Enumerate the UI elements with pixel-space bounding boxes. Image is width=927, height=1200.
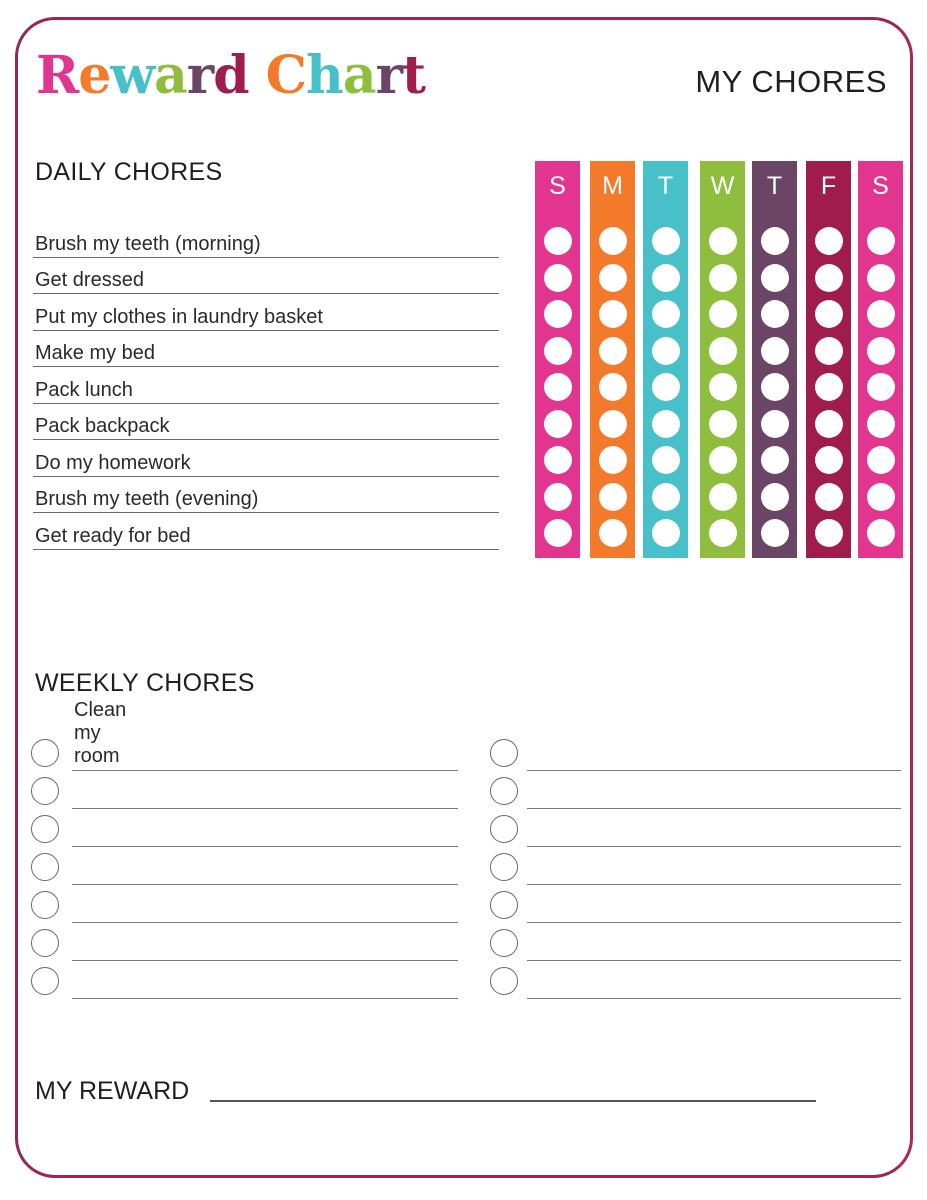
- daily-chore-label: Pack lunch: [35, 378, 133, 401]
- weekly-chore-checkbox[interactable]: [31, 967, 59, 995]
- weekly-chore-field-line[interactable]: [72, 960, 458, 962]
- weekly-chore-field-line[interactable]: [527, 846, 901, 848]
- daily-chores-list: [33, 221, 499, 550]
- daily-chore-label: Do my homework: [35, 451, 191, 474]
- weekly-chore-checkbox[interactable]: [490, 777, 518, 805]
- weekly-chore-field-line[interactable]: [72, 846, 458, 848]
- chore-checkbox-dot[interactable]: [815, 519, 843, 547]
- title-letter: C: [265, 45, 307, 106]
- day-column: [858, 161, 903, 558]
- chore-checkbox-dot[interactable]: [652, 446, 680, 474]
- weekly-chore-checkbox[interactable]: [490, 967, 518, 995]
- my-reward-field[interactable]: [210, 1100, 816, 1102]
- chore-checkbox-dot[interactable]: [544, 446, 572, 474]
- weekly-chores-heading: WEEKLY CHORES: [35, 669, 255, 697]
- chore-checkbox-dot[interactable]: [867, 483, 895, 511]
- weekly-chore-checkbox[interactable]: [490, 929, 518, 957]
- chore-checkbox-dot[interactable]: [709, 446, 737, 474]
- chore-checkbox-dot[interactable]: [709, 264, 737, 292]
- chore-checkbox-dot[interactable]: [815, 410, 843, 438]
- chore-checkbox-dot[interactable]: [544, 373, 572, 401]
- chore-checkbox-dot[interactable]: [867, 227, 895, 255]
- page-subtitle: MY CHORES: [695, 64, 887, 99]
- day-letter: S: [549, 172, 566, 200]
- title-letter: a: [342, 45, 376, 106]
- chore-checkbox-dot[interactable]: [815, 373, 843, 401]
- title-letter: t: [401, 45, 425, 106]
- chore-checkbox-dot[interactable]: [652, 373, 680, 401]
- chore-checkbox-dot[interactable]: [544, 519, 572, 547]
- day-letter: W: [710, 172, 735, 200]
- weekly-chore-checkbox[interactable]: [490, 891, 518, 919]
- daily-chore-row: [33, 404, 499, 441]
- chore-checkbox-dot[interactable]: [761, 410, 789, 438]
- chore-checkbox-dot[interactable]: [761, 300, 789, 328]
- daily-chore-row: [33, 221, 499, 258]
- daily-chores-heading: DAILY CHORES: [35, 158, 223, 186]
- weekly-chore-checkbox[interactable]: [31, 739, 59, 767]
- daily-chore-label: Brush my teeth (evening): [35, 488, 259, 510]
- day-column: [535, 161, 580, 558]
- chore-checkbox-dot[interactable]: [867, 519, 895, 547]
- chore-checkbox-dot[interactable]: [815, 483, 843, 511]
- chore-checkbox-dot[interactable]: [815, 264, 843, 292]
- chore-checkbox-dot[interactable]: [867, 373, 895, 401]
- weekly-chore-field-line[interactable]: [72, 998, 458, 1000]
- weekly-chore-checkbox[interactable]: [31, 777, 59, 805]
- chore-checkbox-dot[interactable]: [544, 227, 572, 255]
- title-letter: r: [186, 45, 214, 106]
- chore-checkbox-dot[interactable]: [761, 446, 789, 474]
- weekly-chore-field-line[interactable]: [527, 808, 901, 810]
- weekly-chore-field-line[interactable]: [527, 770, 901, 772]
- chore-checkbox-dot[interactable]: [867, 264, 895, 292]
- title-letter: [249, 46, 266, 106]
- daily-chore-label: Make my bed: [35, 342, 156, 364]
- title-letter: r: [375, 45, 402, 106]
- chore-checkbox-dot[interactable]: [652, 300, 680, 328]
- daily-chore-row: [33, 331, 499, 368]
- daily-chore-label: Put my clothes in laundry basket: [35, 305, 323, 328]
- weekly-chore-checkbox[interactable]: [31, 853, 59, 881]
- chore-checkbox-dot[interactable]: [709, 300, 737, 328]
- chore-checkbox-dot[interactable]: [544, 483, 572, 511]
- chore-checkbox-dot[interactable]: [599, 519, 627, 547]
- day-letter: F: [820, 172, 837, 200]
- weekly-chore-checkbox[interactable]: [31, 891, 59, 919]
- day-column: [752, 161, 797, 558]
- weekly-chore-field-line[interactable]: [72, 808, 458, 810]
- daily-chore-row: [33, 294, 499, 331]
- page-title: [36, 46, 425, 106]
- weekly-chore-checkbox[interactable]: [490, 815, 518, 843]
- day-letter: T: [657, 172, 674, 200]
- weekly-chore-field-line[interactable]: [527, 960, 901, 962]
- weekly-chore-checkbox[interactable]: [490, 853, 518, 881]
- chore-checkbox-dot[interactable]: [709, 483, 737, 511]
- weekly-chore-field-line[interactable]: [527, 922, 901, 924]
- title-letter: R: [36, 45, 79, 106]
- chore-checkbox-dot[interactable]: [599, 300, 627, 328]
- chore-checkbox-dot[interactable]: [544, 410, 572, 438]
- weekly-chore-field-line[interactable]: [527, 884, 901, 886]
- daily-chore-label: Pack backpack: [35, 415, 170, 437]
- daily-chore-row: [33, 440, 499, 477]
- chore-checkbox-dot[interactable]: [867, 300, 895, 328]
- chore-checkbox-dot[interactable]: [544, 300, 572, 328]
- chore-checkbox-dot[interactable]: [761, 483, 789, 511]
- chore-checkbox-dot[interactable]: [652, 227, 680, 255]
- chore-checkbox-dot[interactable]: [599, 483, 627, 511]
- weekly-chore-checkbox[interactable]: [490, 739, 518, 767]
- weekly-chore-field-line[interactable]: [72, 770, 458, 772]
- title-letter: e: [78, 45, 111, 106]
- chore-checkbox-dot[interactable]: [815, 300, 843, 328]
- day-column: [643, 161, 688, 558]
- day-column: [806, 161, 851, 558]
- weekly-chore-label: Clean my room: [74, 699, 127, 767]
- chore-checkbox-dot[interactable]: [761, 264, 789, 292]
- chore-checkbox-dot[interactable]: [709, 410, 737, 438]
- chore-checkbox-dot[interactable]: [815, 337, 843, 365]
- chore-checkbox-dot[interactable]: [709, 227, 737, 255]
- chore-checkbox-dot[interactable]: [709, 519, 737, 547]
- title-letter: h: [306, 45, 343, 106]
- chore-checkbox-dot[interactable]: [599, 227, 627, 255]
- title-letter: a: [154, 45, 187, 106]
- daily-chore-label: Brush my teeth (morning): [35, 232, 261, 255]
- chore-checkbox-dot[interactable]: [867, 410, 895, 438]
- chore-checkbox-dot[interactable]: [599, 264, 627, 292]
- weekly-chore-field-line[interactable]: [72, 884, 458, 886]
- chore-checkbox-dot[interactable]: [652, 337, 680, 365]
- chore-checkbox-dot[interactable]: [599, 410, 627, 438]
- daily-chore-row: [33, 513, 499, 550]
- day-column: [590, 161, 635, 558]
- chore-checkbox-dot[interactable]: [761, 337, 789, 365]
- daily-chore-row: [33, 477, 499, 514]
- day-letter: M: [602, 172, 623, 200]
- daily-chore-label: Get ready for bed: [35, 524, 191, 547]
- chore-checkbox-dot[interactable]: [652, 264, 680, 292]
- chore-checkbox-dot[interactable]: [709, 373, 737, 401]
- day-column: [700, 161, 745, 558]
- chore-checkbox-dot[interactable]: [599, 373, 627, 401]
- weekly-chore-field-line[interactable]: [527, 998, 901, 1000]
- chore-checkbox-dot[interactable]: [652, 410, 680, 438]
- chore-checkbox-dot[interactable]: [544, 264, 572, 292]
- chore-checkbox-dot[interactable]: [709, 337, 737, 365]
- weekly-chore-checkbox[interactable]: [31, 815, 59, 843]
- chore-checkbox-dot[interactable]: [761, 227, 789, 255]
- chore-checkbox-dot[interactable]: [867, 446, 895, 474]
- chore-checkbox-dot[interactable]: [815, 227, 843, 255]
- daily-chore-row: [33, 367, 499, 404]
- chore-checkbox-dot[interactable]: [599, 337, 627, 365]
- title-letter: w: [110, 45, 155, 106]
- chore-checkbox-dot[interactable]: [599, 446, 627, 474]
- chore-checkbox-dot[interactable]: [761, 373, 789, 401]
- chore-checkbox-dot[interactable]: [652, 519, 680, 547]
- chore-checkbox-dot[interactable]: [544, 337, 572, 365]
- daily-chore-label: Get dressed: [35, 269, 144, 291]
- title-letter: d: [213, 45, 249, 106]
- day-letter: T: [766, 172, 783, 200]
- chore-checkbox-dot[interactable]: [867, 337, 895, 365]
- weekly-chore-checkbox[interactable]: [31, 929, 59, 957]
- my-reward-label: MY REWARD: [35, 1077, 190, 1105]
- weekly-chore-field-line[interactable]: [72, 922, 458, 924]
- chore-checkbox-dot[interactable]: [652, 483, 680, 511]
- chore-checkbox-dot[interactable]: [815, 446, 843, 474]
- chore-checkbox-dot[interactable]: [761, 519, 789, 547]
- day-letter: S: [872, 172, 889, 200]
- daily-chore-row: [33, 258, 499, 295]
